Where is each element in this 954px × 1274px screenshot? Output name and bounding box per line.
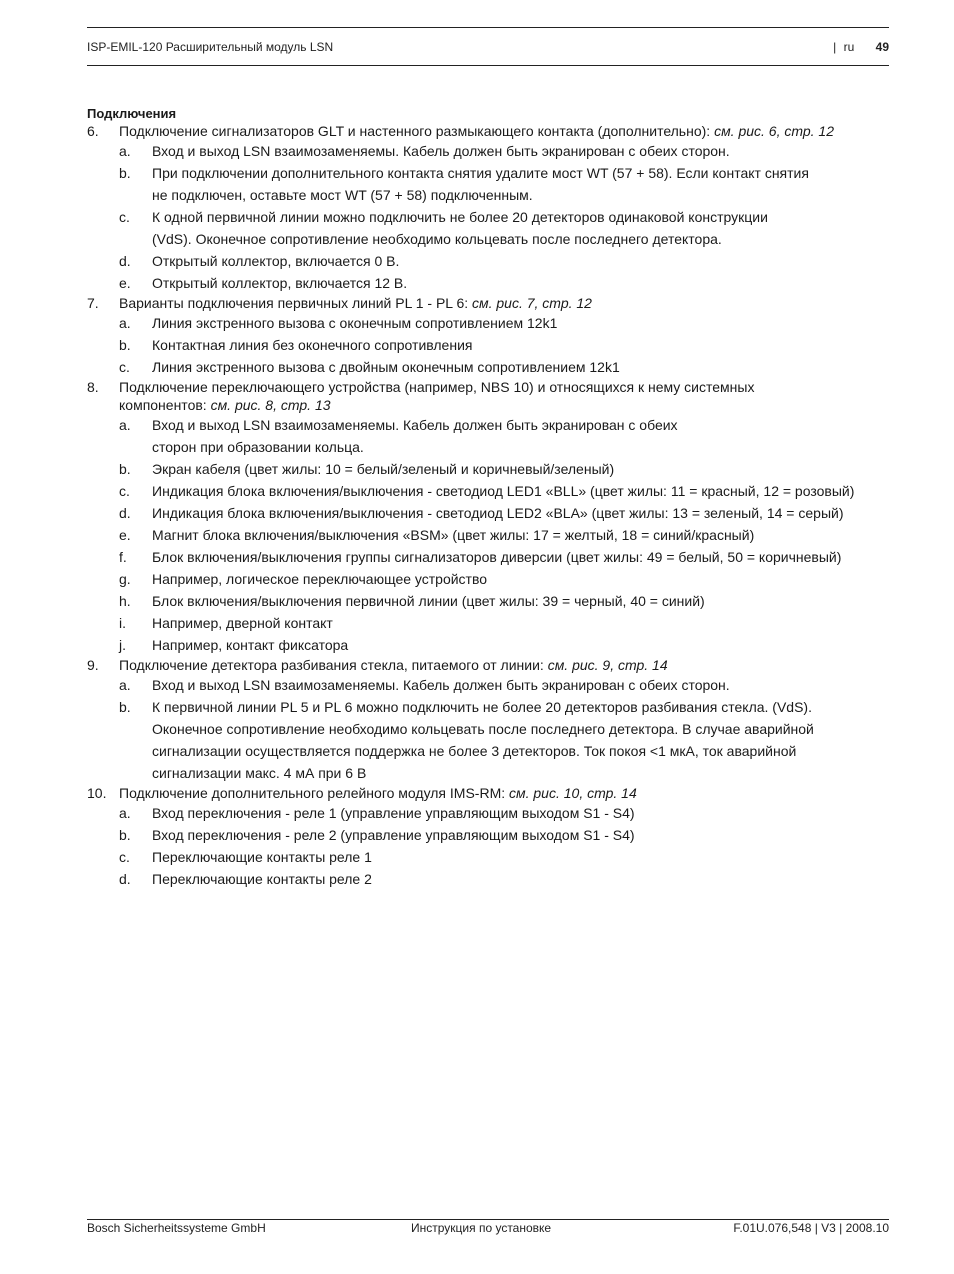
sub-text [152, 162, 889, 206]
sub-text: Блок включения/выключения первичной линии (цвет жилы: 39 = черный, 40 = синий) [152, 593, 705, 609]
page-number: 49 [875, 40, 889, 54]
sub-item [119, 674, 889, 696]
footer-document-id: F.01U.076,548 | V3 | 2008.10 [733, 1221, 889, 1235]
list-item-7 [87, 294, 889, 312]
sub-item [119, 824, 889, 846]
sub-letter: b. [119, 827, 131, 843]
sub-letter: a. [119, 677, 131, 693]
item-text-main: Варианты подключения первичных линий PL 1 - PL 6: [119, 295, 473, 311]
header-language: ru [843, 40, 855, 54]
sub-text: Линия экстренного вызова с двойным оконечным сопротивлением 12k1 [152, 359, 620, 375]
item-number: 10. [87, 785, 107, 801]
header-top-rule [87, 27, 889, 28]
sub-letter: d. [119, 253, 131, 269]
sub-item [119, 140, 889, 162]
sub-item [119, 612, 889, 634]
sub-letter: j. [119, 637, 126, 653]
sub-letter: d. [119, 871, 131, 887]
sub-letter: a. [119, 805, 131, 821]
figure-reference: см. рис. 9, стр. 14 [547, 657, 668, 673]
sub-text-line: Вход и выход LSN взаимозаменяемы. Кабель должен быть экранирован с обеих [152, 417, 678, 433]
figure-reference: см. рис. 10, стр. 14 [509, 785, 637, 801]
sub-text: Вход переключения - реле 2 (управление управляющим выходом S1 - S4) [152, 827, 635, 843]
sub-item [119, 696, 889, 784]
header-bottom-rule [87, 65, 889, 66]
sub-letter: b. [119, 699, 131, 715]
sub-text: Вход и выход LSN взаимозаменяемы. Кабель должен быть экранирован с обеих сторон. [152, 143, 730, 159]
sub-text: Открытый коллектор, включается 0 В. [152, 253, 400, 269]
item-text [119, 378, 889, 414]
sub-item [119, 846, 889, 868]
sub-letter: e. [119, 275, 131, 291]
sub-text: Экран кабеля (цвет жилы: 10 = белый/зеленый и коричневый/зеленый) [152, 461, 615, 477]
header-right [833, 40, 889, 54]
list-item-6 [87, 122, 889, 140]
sub-item [119, 458, 889, 480]
footer-document-type: Инструкция по установке [411, 1221, 552, 1235]
sub-item [119, 250, 889, 272]
sub-item [119, 634, 889, 656]
footer-company: Bosch Sicherheitssysteme GmbH [87, 1221, 266, 1235]
figure-reference: см. рис. 7, стр. 12 [472, 295, 592, 311]
sub-text: Например, логическое переключающее устройство [152, 571, 488, 587]
sub-letter: c. [119, 209, 130, 225]
item-text [119, 294, 889, 312]
sub-text-line: сигнализации макс. 4 мА при 6 В [152, 765, 367, 781]
sub-item [119, 272, 889, 294]
item-number: 8. [87, 379, 99, 395]
sub-letter: c. [119, 849, 130, 865]
list-item-10 [87, 784, 889, 802]
sub-item [119, 802, 889, 824]
sub-text: Например, контакт фиксатора [152, 637, 349, 653]
sub-item [119, 568, 889, 590]
section-heading: Подключения [87, 106, 177, 121]
sub-text-line: (VdS). Оконечное сопротивление необходимо кольцевать после последнего детектора. [152, 231, 722, 247]
sub-text-line: Оконечное сопротивление необходимо кольцевать после последнего детектора. В случае аварийной [152, 721, 814, 737]
item-text-main: Подключение дополнительного релейного модуля IMS-RM: [119, 785, 510, 801]
sub-letter: i. [119, 615, 126, 631]
sub-item [119, 590, 889, 612]
sub-text: Магнит блока включения/выключения «BSM» (цвет жилы: 17 = желтый, 18 = синий/красный) [152, 527, 755, 543]
sub-item [119, 480, 889, 502]
header-title: ISP-EMIL-120 Расширительный модуль LSN [87, 40, 334, 54]
item-text-main: Подключение переключающего устройства (например, NBS 10) и относящихся к нему системных [119, 379, 755, 395]
sub-text [152, 206, 889, 250]
item-number: 7. [87, 295, 99, 311]
sub-text: Например, дверной контакт [152, 615, 333, 631]
sub-letter: a. [119, 417, 131, 433]
sub-text: Контактная линия без оконечного сопротивления [152, 337, 473, 353]
sub-text-line: сигнализации осуществляется поддержка не более 3 детекторов. Ток покоя <1 мкА, ток аварийной [152, 743, 797, 759]
sub-text [152, 696, 889, 784]
sub-text-line: При подключении дополнительного контакта снятия удалите мост WT (57 + 58). Если контакт снятия [152, 165, 809, 181]
sub-letter: h. [119, 593, 131, 609]
sub-letter: b. [119, 165, 131, 181]
sub-text-line: К одной первичной линии можно подключить не более 20 детекторов одинаковой конструкции [152, 209, 768, 225]
sub-text-line: не подключен, оставьте мост WT (57 + 58) подключенным. [152, 187, 533, 203]
sub-item [119, 414, 889, 458]
sub-text: Блок включения/выключения группы сигнализаторов диверсии (цвет жилы: 49 = белый, 50 = коричневый) [152, 549, 842, 565]
sub-text [152, 414, 889, 458]
sub-item [119, 162, 889, 206]
sub-letter: a. [119, 143, 131, 159]
sub-text: Переключающие контакты реле 2 [152, 871, 372, 887]
sub-item [119, 312, 889, 334]
sub-letter: c. [119, 359, 130, 375]
sub-text: Переключающие контакты реле 1 [152, 849, 372, 865]
figure-reference: см. рис. 6, стр. 12 [714, 123, 834, 139]
sub-letter: d. [119, 505, 131, 521]
sub-text-line: К первичной линии PL 5 и PL 6 можно подключить не более 20 детекторов разбивания стекла. (VdS). [152, 699, 812, 715]
sub-letter: e. [119, 527, 131, 543]
sub-item [119, 356, 889, 378]
sub-text: Линия экстренного вызова с оконечным сопротивлением 12k1 [152, 315, 558, 331]
header-separator: | [833, 40, 837, 54]
sub-item [119, 524, 889, 546]
list-item-8 [87, 378, 889, 414]
sub-letter: c. [119, 483, 130, 499]
item-number: 6. [87, 123, 99, 139]
list-item-9 [87, 656, 889, 674]
sub-letter: a. [119, 315, 131, 331]
footer-rule [87, 1219, 889, 1220]
sub-letter: f. [119, 549, 127, 565]
item-text [119, 784, 889, 802]
sub-text-line: сторон при образовании кольца. [152, 439, 364, 455]
sub-item [119, 334, 889, 356]
sub-letter: b. [119, 337, 131, 353]
content-body [87, 106, 889, 890]
item-text [119, 122, 889, 140]
sub-item [119, 206, 889, 250]
sub-letter: g. [119, 571, 131, 587]
item-text-line2: компонентов: [119, 397, 211, 413]
item-text-main: Подключение сигнализаторов GLT и настенного размыкающего контакта (дополнительно): [119, 123, 715, 139]
sub-item [119, 546, 889, 568]
sub-text: Индикация блока включения/выключения - светодиод LED1 «BLL» (цвет жилы: 11 = красный, 12 = розовый) [152, 483, 855, 499]
sub-item [119, 502, 889, 524]
sub-text: Индикация блока включения/выключения - светодиод LED2 «BLA» (цвет жилы: 13 = зеленый, 14 = серый) [152, 505, 844, 521]
sub-text: Вход и выход LSN взаимозаменяемы. Кабель должен быть экранирован с обеих сторон. [152, 677, 730, 693]
sub-text: Открытый коллектор, включается 12 В. [152, 275, 408, 291]
sub-item [119, 868, 889, 890]
figure-reference: см. рис. 8, стр. 13 [210, 397, 331, 413]
item-text-main: Подключение детектора разбивания стекла, питаемого от линии: [119, 657, 548, 673]
sub-text: Вход переключения - реле 1 (управление управляющим выходом S1 - S4) [152, 805, 635, 821]
item-text [119, 656, 889, 674]
item-number: 9. [87, 657, 99, 673]
sub-letter: b. [119, 461, 131, 477]
